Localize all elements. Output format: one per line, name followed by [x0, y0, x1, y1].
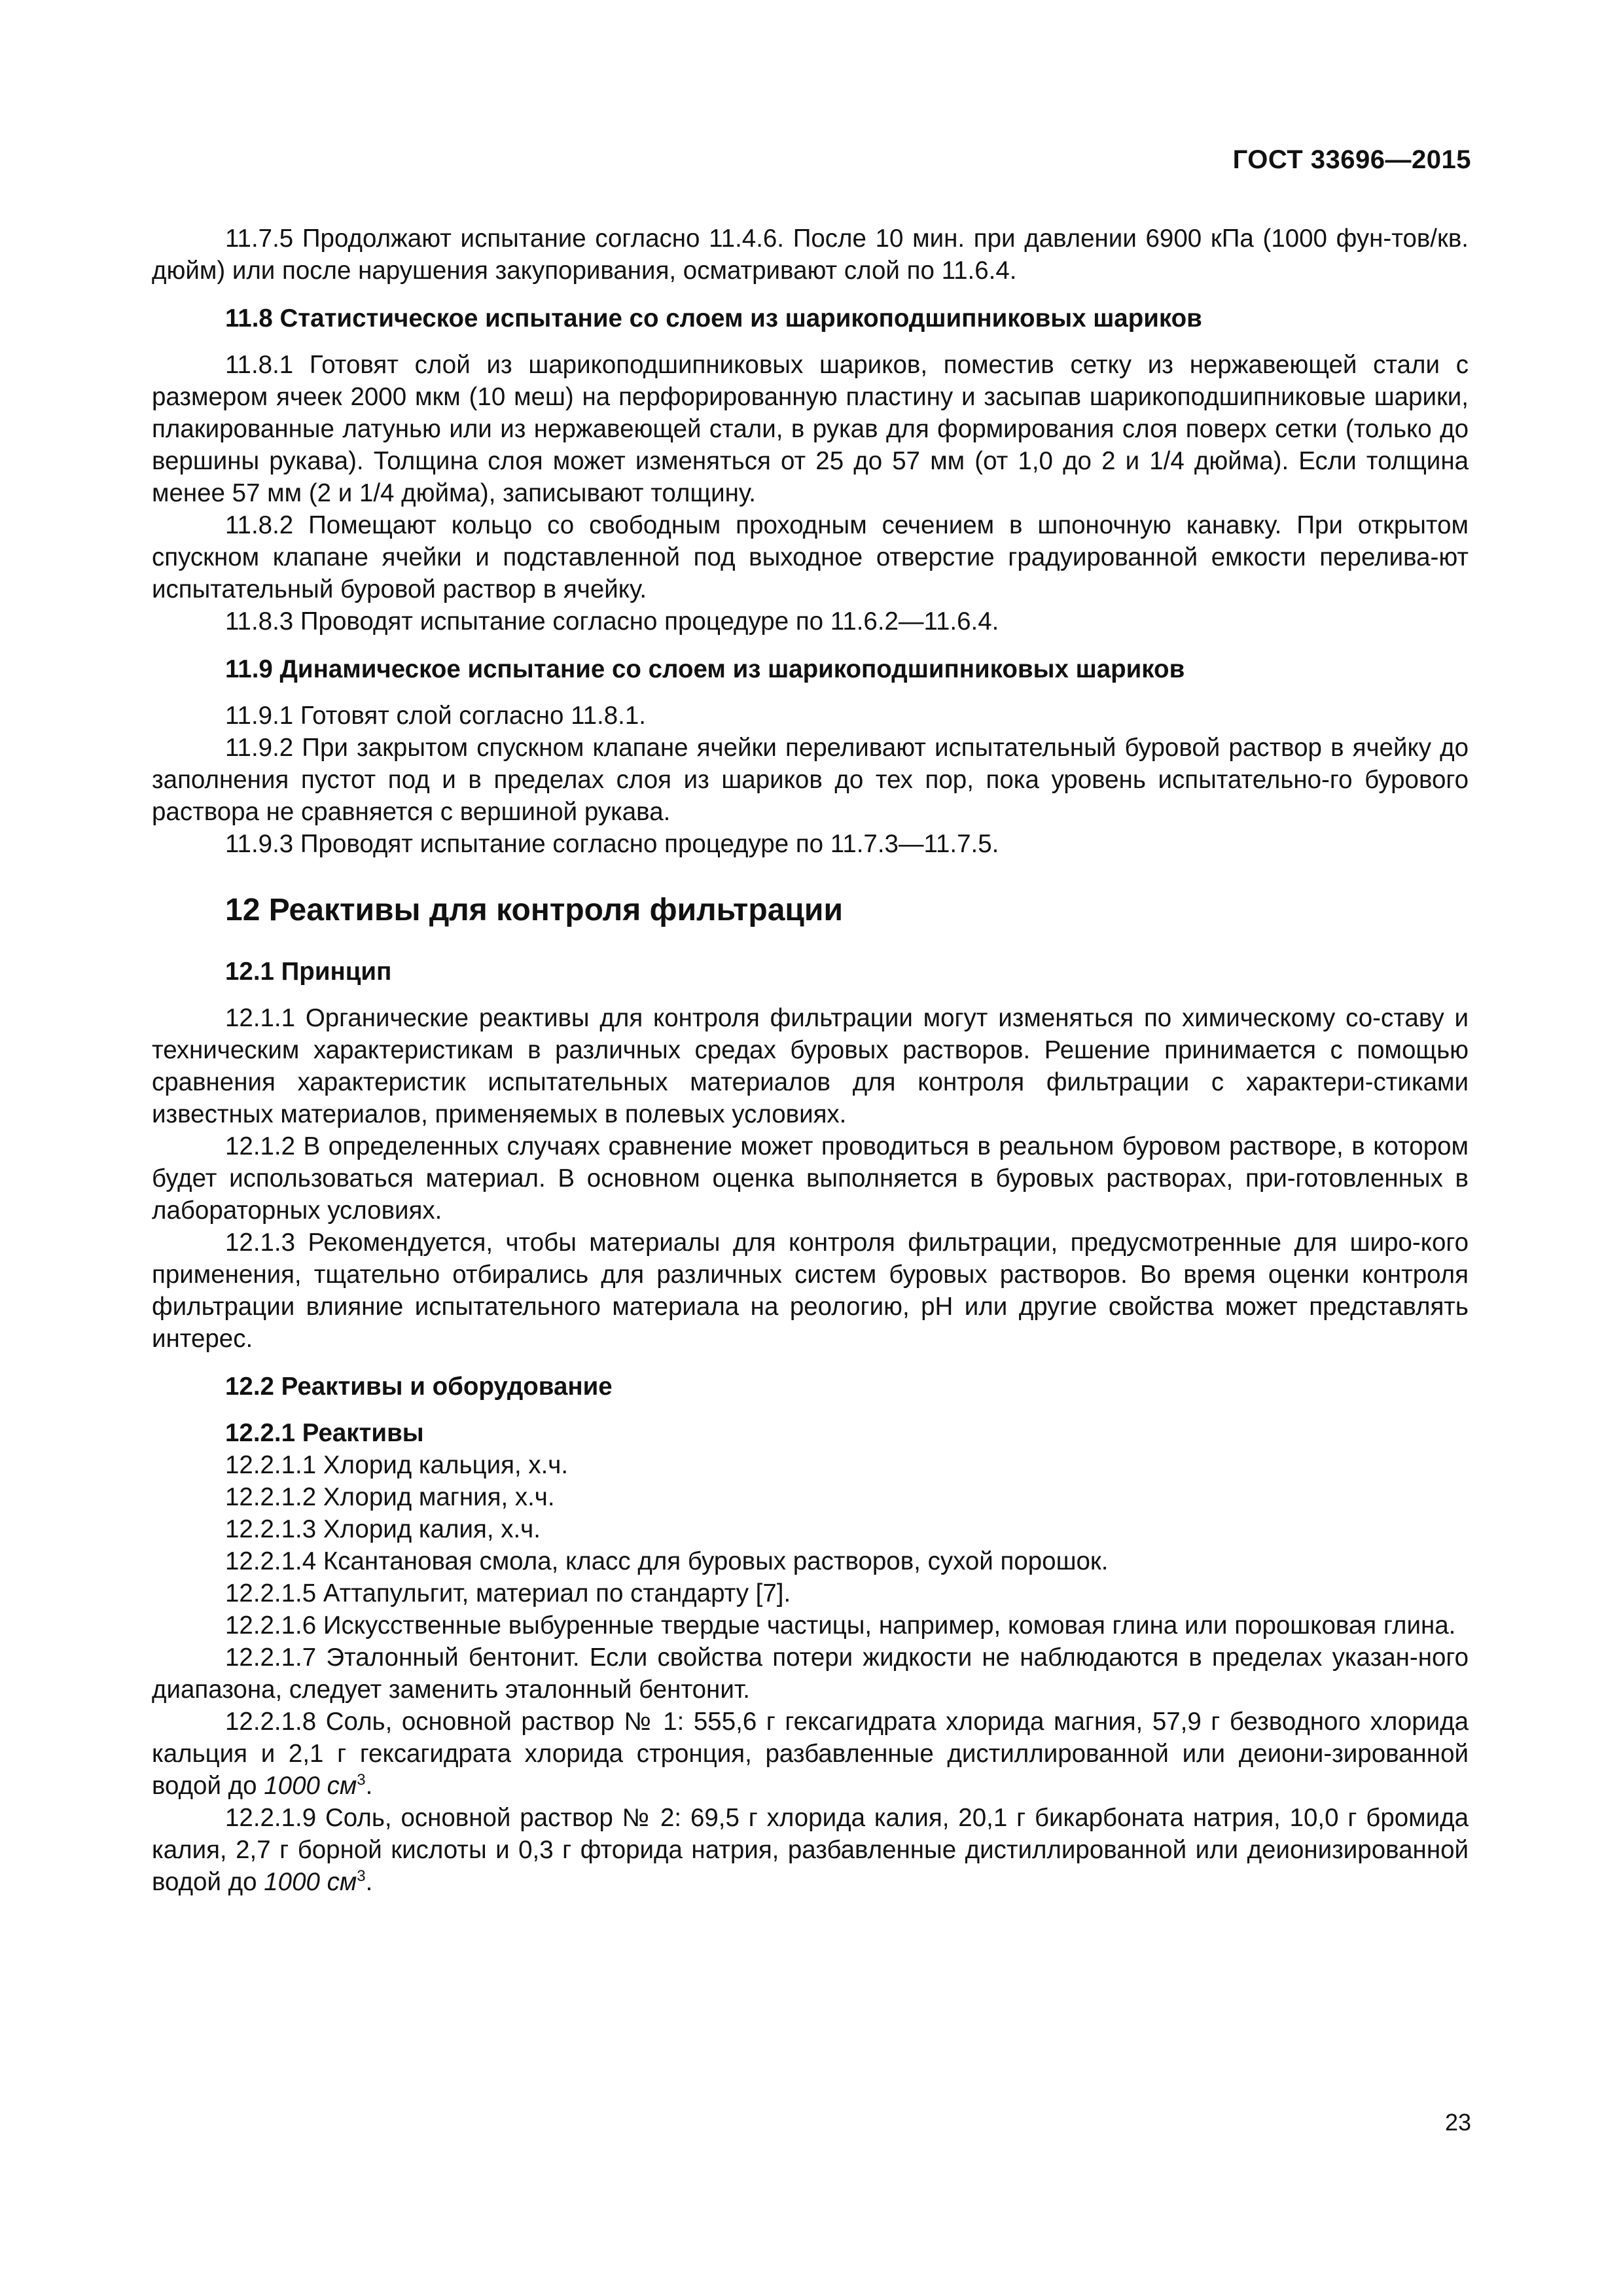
paragraph-11-9-3: 11.9.3 Проводят испытание согласно процедуре по 11.7.3—11.7.5.: [225, 830, 999, 858]
paragraph-11-8-1: 11.8.1 Готовят слой из шарикоподшипниковых шариков, поместив сетку из нержавеющей стали с размером ячеек 2000 мкм (10 меш) на перфорированную пластину и засыпав шарикоподшипниковые шарики, плакированные латунью или из нержавеющей стали, в рукав для формирования слоя поверх сетки (только до вершины рукава). Толщина слоя может изменяться от 25 до 57 мм (от 1,0 до 2 и 1/4 дюйма). Если толщина менее 57 мм (2 и 1/4 дюйма), записывают толщину.: [152, 351, 1469, 507]
paragraph-11-7-5: 11.7.5 Продолжают испытание согласно 11.4.6. После 10 мин. при давлении 6900 кПа (1000 фун-тов/кв. дюйм) или после нарушения закупоривания, осматривают слой по 11.6.4.: [152, 224, 1469, 285]
paragraph-11-8-3: 11.8.3 Проводят испытание согласно процедуре по 11.6.2—11.6.4.: [225, 607, 999, 636]
paragraph-12-2-1-5: 12.2.1.5 Аттапульгит, материал по стандарту [7].: [225, 1579, 791, 1607]
paragraph-12-2-1-8: [152, 1706, 1469, 1802]
superscript: 3: [357, 1771, 366, 1789]
volume-value: 1000 см: [264, 1868, 357, 1896]
paragraph-12-2-1-2: 12.2.1.2 Хлорид магния, х.ч.: [225, 1483, 555, 1511]
paragraph-tail: .: [365, 1868, 373, 1896]
section-heading-11-9: 11.9 Динамическое испытание со слоем из шарикоподшипниковых шариков: [225, 655, 1185, 683]
paragraph-12-2-1-1: 12.2.1.1 Хлорид кальция, х.ч.: [225, 1451, 569, 1479]
paragraph-12-1-2: 12.1.2 В определенных случаях сравнение может проводиться в реальном буровом растворе, в котором будет использоваться материал. В основном оценка выполняется в буровых растворах, при-готовленных в лабораторных условиях.: [152, 1132, 1469, 1225]
paragraph-12-2-1-4: 12.2.1.4 Ксантановая смола, класс для буровых растворов, сухой порошок.: [225, 1547, 1109, 1575]
superscript: 3: [357, 1867, 366, 1886]
subsection-heading-12-2-1: 12.2.1 Реактивы: [225, 1419, 424, 1447]
paragraph-12-2-1-6: 12.2.1.6 Искусственные выбуренные твердые частицы, например, комовая глина или порошковая глина.: [225, 1611, 1456, 1640]
paragraph-12-2-1-9: [152, 1802, 1469, 1898]
paragraph-12-1-3: 12.1.3 Рекомендуется, чтобы материалы для контроля фильтрации, предусмотренные для широ-кого применения, тщательно отбирались для различных систем буровых растворов. Во время оценки контроля фильтрации влияние испытательного материала на реологию, pH или другие свойства может представлять интерес.: [152, 1229, 1469, 1353]
section-heading-11-8: 11.8 Статистическое испытание со слоем из шарикоподшипниковых шариков: [225, 304, 1202, 332]
paragraph-text: 12.2.1.9 Соль, основной раствор № 2: 69,5 г хлорида калия, 20,1 г бикарбоната натрия, 10,0 г бромида калия, 2,7 г борной кислоты и 0,3 г фторида натрия, разбавленные дистиллированной или деионизированной водой до: [152, 1804, 1469, 1896]
page-number: 23: [1444, 2109, 1471, 2136]
paragraph-11-8-2: 11.8.2 Помещают кольцо со свободным проходным сечением в шпоночную канавку. При открытом спускном клапане ячейки и подставленной под выходное отверстие градуированной емкости перелива-ют испытательный буровой раствор в ячейку.: [152, 511, 1469, 603]
section-heading-12-1: 12.1 Принцип: [225, 958, 392, 986]
paragraph-12-2-1-3: 12.2.1.3 Хлорид калия, х.ч.: [225, 1515, 541, 1543]
volume-value: 1000 см: [264, 1772, 357, 1800]
paragraph-11-9-2: 11.9.2 При закрытом спускном клапане ячейки переливают испытательный буровой раствор в ячейку до заполнения пустот под и в пределах слоя из шариков до тех пор, пока уровень испытательно-го бурового раствора не сравняется с вершиной рукава.: [152, 734, 1469, 826]
paragraph-text: 12.2.1.8 Соль, основной раствор № 1: 555,6 г гексагидрата хлорида магния, 57,9 г безводного хлорида кальция и 2,1 г гексагидрата хлорида стронция, разбавленные дистиллированной или деиони-зированной водой до: [152, 1708, 1469, 1800]
section-heading-12-2: 12.2 Реактивы и оборудование: [225, 1372, 613, 1401]
document-code: ГОСТ 33696—2015: [1232, 145, 1471, 174]
chapter-heading-12: 12 Реактивы для контроля фильтрации: [225, 893, 843, 927]
paragraph-tail: .: [365, 1772, 373, 1800]
page-body: [152, 223, 1469, 1898]
paragraph-12-2-1-7: 12.2.1.7 Эталонный бентонит. Если свойства потери жидкости не наблюдаются в пределах указан-ного диапазона, следует заменить эталонный бентонит.: [152, 1643, 1469, 1704]
paragraph-12-1-1: 12.1.1 Органические реактивы для контроля фильтрации могут изменяться по химическому со-ставу и техническим характеристикам в различных средах буровых растворов. Решение принимается с помощью сравнения характеристик испытательных материалов для контроля фильтрации с характери-стиками известных материалов, применяемых в полевых условиях.: [152, 1004, 1469, 1128]
paragraph-11-9-1: 11.9.1 Готовят слой согласно 11.8.1.: [225, 702, 646, 730]
